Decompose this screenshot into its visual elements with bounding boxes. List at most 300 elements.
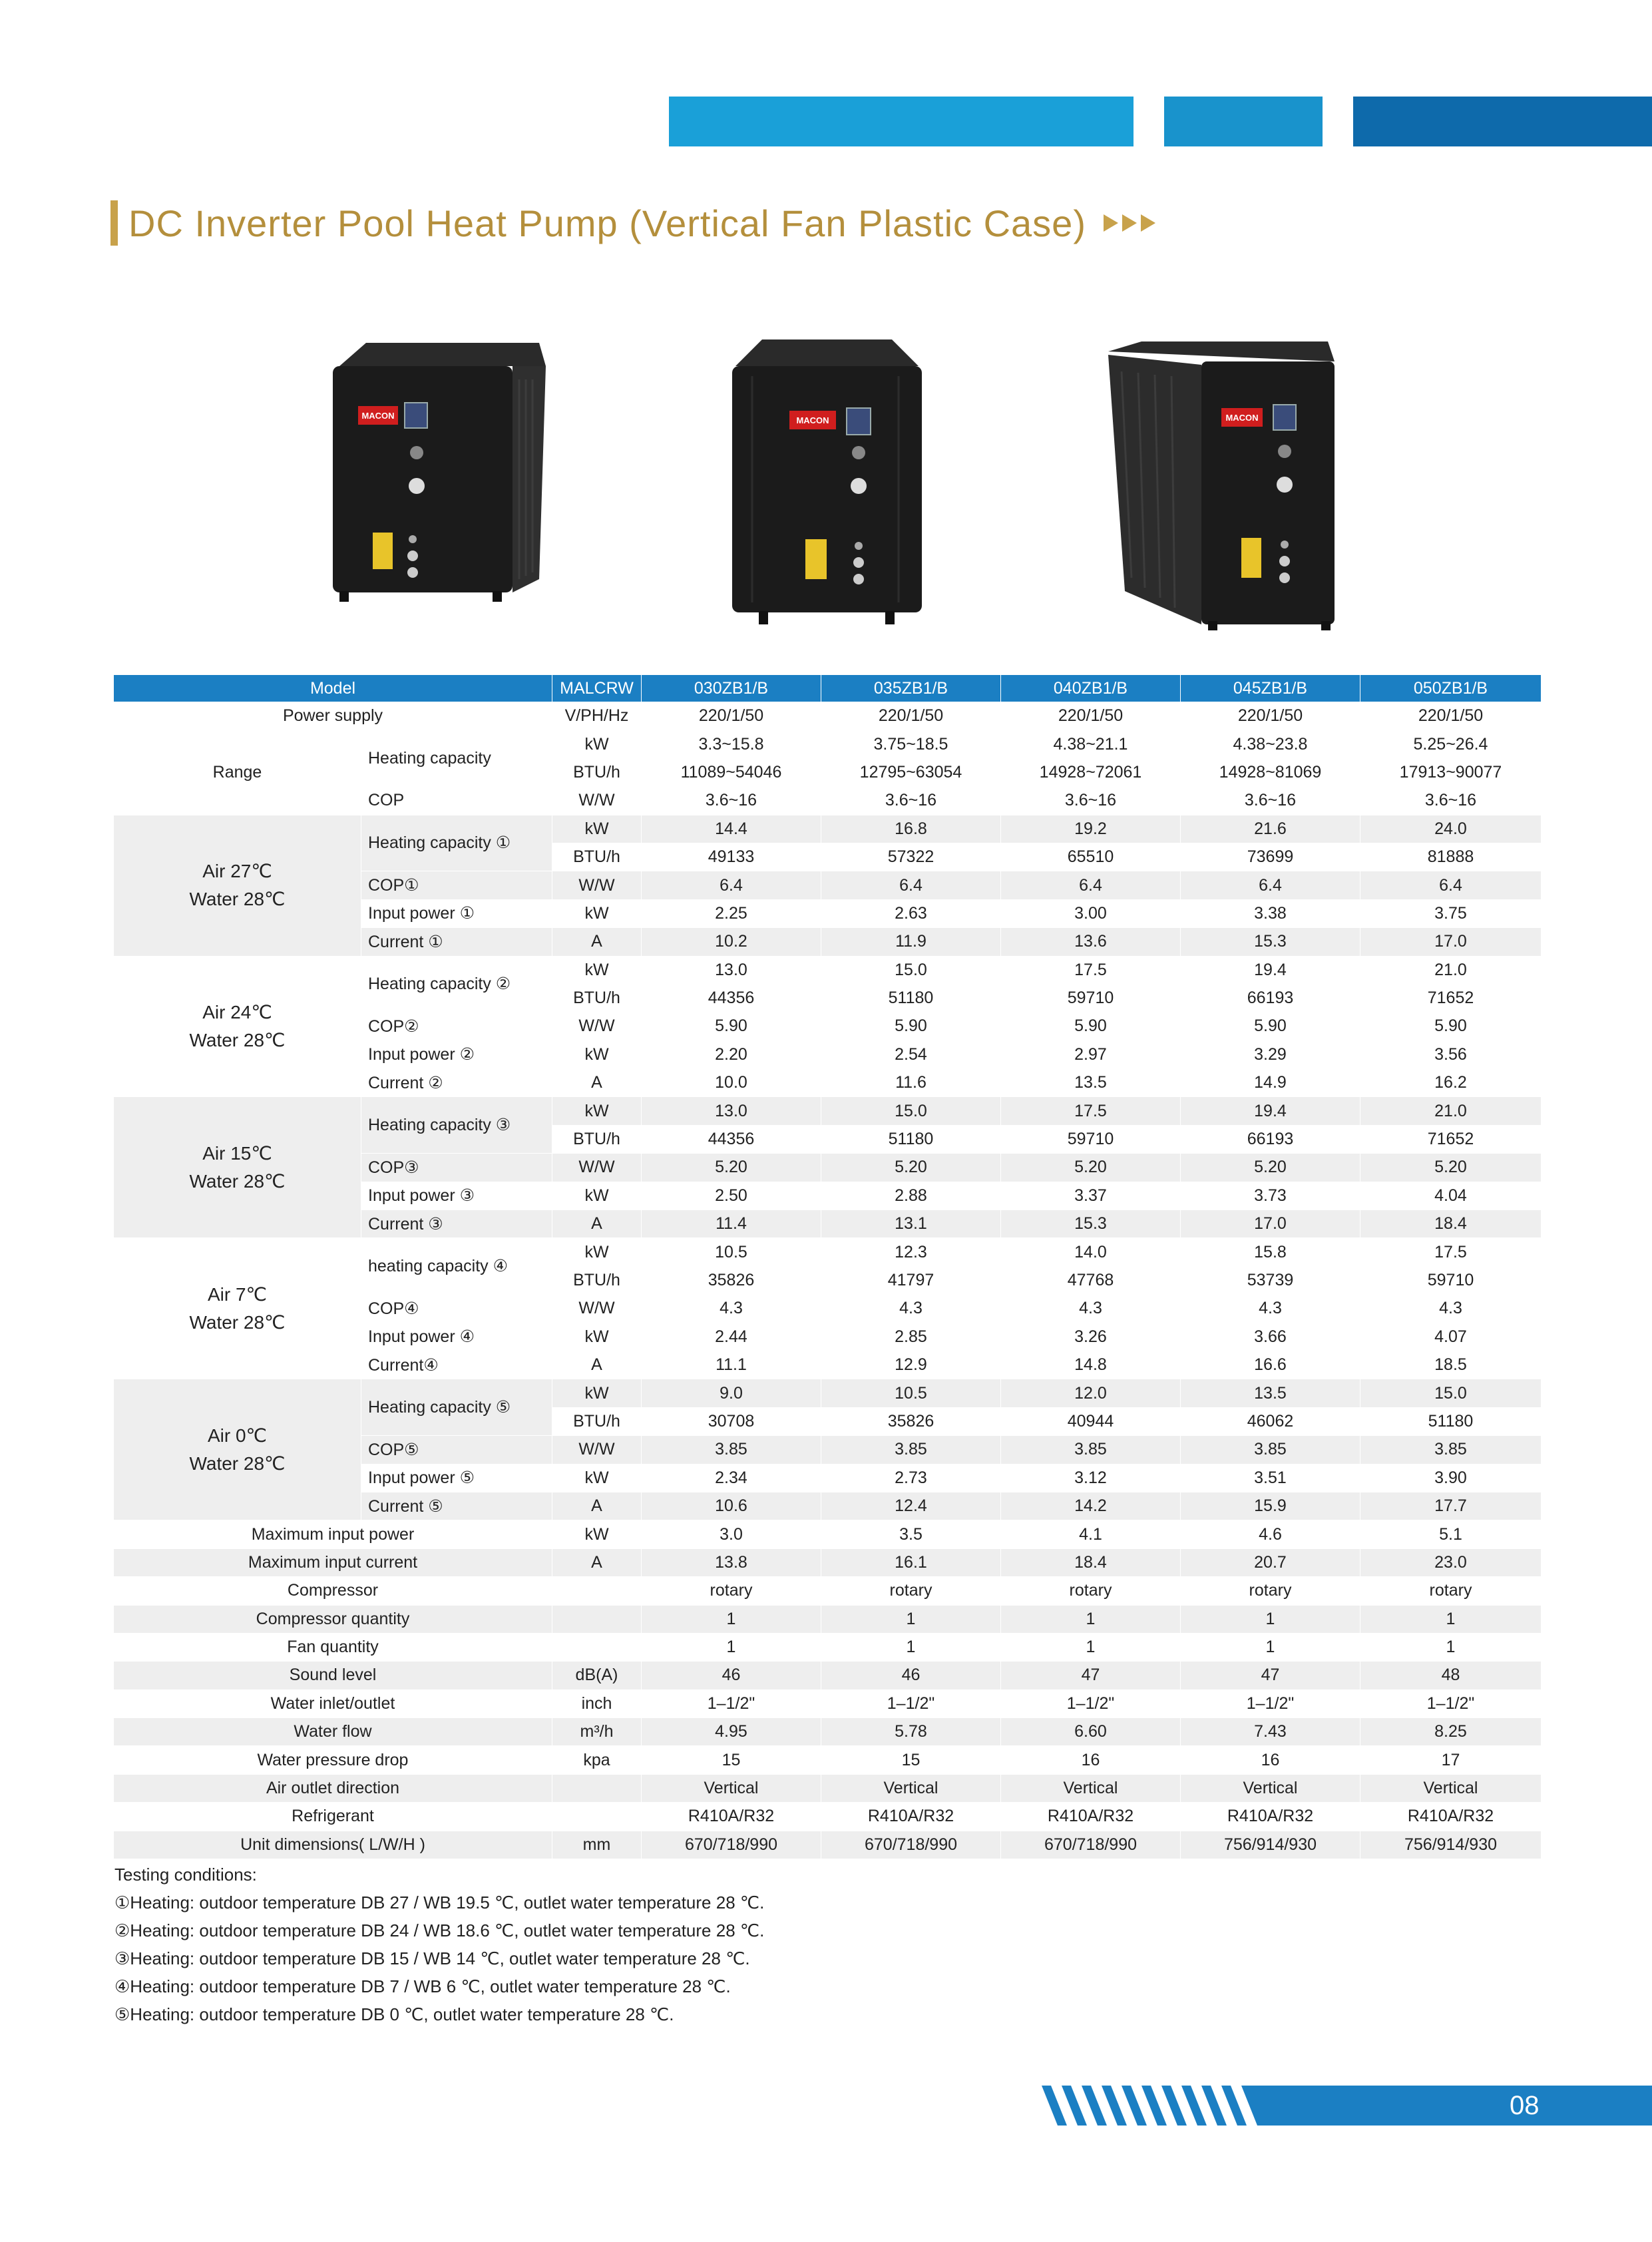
- row-label: Compressor: [114, 1577, 552, 1605]
- value-cell: Vertical: [1001, 1774, 1181, 1802]
- row-label: Water flow: [114, 1718, 552, 1746]
- unit-cell: [552, 1605, 642, 1633]
- brand-logo: MACON: [796, 415, 829, 425]
- value-cell: 3.6~16: [642, 787, 821, 815]
- value-cell: 35826: [821, 1407, 1001, 1435]
- value-cell: 1: [1360, 1605, 1542, 1633]
- value-cell: 220/1/50: [1181, 702, 1360, 730]
- unit-cell: kW: [552, 1464, 642, 1492]
- table-row: [114, 1774, 1542, 1802]
- value-cell: 3.5: [821, 1520, 1001, 1548]
- value-cell: 3.00: [1001, 899, 1181, 927]
- note-line-3: ③Heating: outdoor temperature DB 15 / WB 14 ℃, outlet water temperature 28 ℃.: [114, 1948, 750, 1968]
- range-label: Range: [114, 730, 361, 815]
- unit-cell: W/W: [552, 787, 642, 815]
- value-cell: 5.90: [642, 1012, 821, 1040]
- sub-label: Input power ③: [361, 1182, 552, 1210]
- value-cell: rotary: [1001, 1577, 1181, 1605]
- value-cell: 3.0: [642, 1520, 821, 1548]
- value-cell: 12.4: [821, 1492, 1001, 1520]
- value-cell: 15.9: [1181, 1492, 1360, 1520]
- value-cell: 5.25~26.4: [1360, 730, 1542, 758]
- condition-label: [114, 1379, 361, 1520]
- unit-cell: kW: [552, 1238, 642, 1266]
- value-cell: 2.50: [642, 1182, 821, 1210]
- value-cell: 4.6: [1181, 1520, 1360, 1548]
- row-label: Maximum input current: [114, 1548, 552, 1576]
- row-label: Water pressure drop: [114, 1746, 552, 1774]
- value-cell: 71652: [1360, 984, 1542, 1012]
- row-label: Air outlet direction: [114, 1774, 552, 1802]
- unit-cell: V/PH/Hz: [552, 702, 642, 730]
- value-cell: 12.3: [821, 1238, 1001, 1266]
- value-cell: 2.20: [642, 1040, 821, 1068]
- table-row: [114, 1718, 1542, 1746]
- value-cell: 19.4: [1181, 956, 1360, 984]
- value-cell: 46: [821, 1662, 1001, 1689]
- value-cell: 59710: [1001, 1125, 1181, 1153]
- value-cell: 1: [821, 1633, 1001, 1661]
- value-cell: 13.0: [642, 956, 821, 984]
- unit-cell: A: [552, 1548, 642, 1576]
- value-cell: R410A/R32: [1001, 1803, 1181, 1831]
- row-label: Refrigerant: [114, 1803, 552, 1831]
- value-cell: 13.8: [642, 1548, 821, 1576]
- value-cell: Vertical: [1360, 1774, 1542, 1802]
- value-cell: 53739: [1181, 1266, 1360, 1294]
- value-cell: 3.3~15.8: [642, 730, 821, 758]
- note-line-5: ⑤Heating: outdoor temperature DB 0 ℃, outlet water temperature 28 ℃.: [114, 2004, 674, 2024]
- value-cell: 30708: [642, 1407, 821, 1435]
- value-cell: 3.56: [1360, 1040, 1542, 1068]
- sub-label: Current ①: [361, 928, 552, 956]
- value-cell: 2.25: [642, 899, 821, 927]
- heat-pump-image-3: [1102, 338, 1341, 631]
- value-cell: 17.7: [1360, 1492, 1542, 1520]
- value-cell: 5.78: [821, 1718, 1001, 1746]
- table-row: [114, 1605, 1542, 1633]
- unit-cell: kW: [552, 815, 642, 843]
- value-cell: 3.85: [821, 1436, 1001, 1464]
- value-cell: 5.20: [1181, 1154, 1360, 1182]
- value-cell: 9.0: [642, 1379, 821, 1407]
- row-label: Unit dimensions( L/W/H ): [114, 1831, 552, 1859]
- value-cell: Vertical: [642, 1774, 821, 1802]
- value-cell: 17.0: [1360, 928, 1542, 956]
- value-cell: 14.4: [642, 815, 821, 843]
- unit-cell: [552, 1577, 642, 1605]
- table-row: [114, 956, 1542, 984]
- value-cell: 17.5: [1360, 1238, 1542, 1266]
- value-cell: 40944: [1001, 1407, 1181, 1435]
- value-cell: 4.3: [1360, 1295, 1542, 1323]
- header-model: 035ZB1/B: [821, 675, 1001, 702]
- header-model: 030ZB1/B: [642, 675, 821, 702]
- value-cell: 17: [1360, 1746, 1542, 1774]
- value-cell: 23.0: [1360, 1548, 1542, 1576]
- header-model: 045ZB1/B: [1181, 675, 1360, 702]
- value-cell: 65510: [1001, 843, 1181, 871]
- value-cell: 44356: [642, 984, 821, 1012]
- header-model: 040ZB1/B: [1001, 675, 1181, 702]
- value-cell: 3.75: [1360, 899, 1542, 927]
- value-cell: 10.6: [642, 1492, 821, 1520]
- unit-cell: A: [552, 1492, 642, 1520]
- unit-cell: kW: [552, 1379, 642, 1407]
- value-cell: 670/718/990: [642, 1831, 821, 1859]
- unit-cell: W/W: [552, 1295, 642, 1323]
- value-cell: 1–1/2": [1181, 1689, 1360, 1717]
- note-line-2: ②Heating: outdoor temperature DB 24 / WB 18.6 ℃, outlet water temperature 28 ℃.: [114, 1920, 765, 1940]
- value-cell: 51180: [821, 984, 1001, 1012]
- value-cell: 18.5: [1360, 1351, 1542, 1379]
- value-cell: 2.97: [1001, 1040, 1181, 1068]
- value-cell: 10.0: [642, 1069, 821, 1097]
- value-cell: 6.4: [1360, 871, 1542, 899]
- unit-cell: BTU/h: [552, 1407, 642, 1435]
- value-cell: 4.04: [1360, 1182, 1542, 1210]
- value-cell: 17.0: [1181, 1210, 1360, 1238]
- value-cell: 10.2: [642, 928, 821, 956]
- value-cell: 2.63: [821, 899, 1001, 927]
- title-marker: [110, 200, 118, 246]
- unit-cell: BTU/h: [552, 1125, 642, 1153]
- value-cell: 756/914/930: [1360, 1831, 1542, 1859]
- value-cell: 2.88: [821, 1182, 1001, 1210]
- table-row: [114, 1097, 1542, 1125]
- value-cell: 4.07: [1360, 1323, 1542, 1351]
- unit-cell: kpa: [552, 1746, 642, 1774]
- value-cell: 73699: [1181, 843, 1360, 871]
- value-cell: 220/1/50: [1360, 702, 1542, 730]
- value-cell: 16: [1001, 1746, 1181, 1774]
- sub-label: Heating capacity ⑤: [361, 1379, 552, 1436]
- value-cell: 21.6: [1181, 815, 1360, 843]
- table-row: [114, 1689, 1542, 1717]
- value-cell: rotary: [1181, 1577, 1360, 1605]
- row-label: Compressor quantity: [114, 1605, 552, 1633]
- value-cell: rotary: [1360, 1577, 1542, 1605]
- unit-cell: W/W: [552, 1436, 642, 1464]
- table-row: [114, 1577, 1542, 1605]
- value-cell: 220/1/50: [642, 702, 821, 730]
- value-cell: 2.73: [821, 1464, 1001, 1492]
- value-cell: 15.0: [821, 956, 1001, 984]
- unit-cell: inch: [552, 1689, 642, 1717]
- water-temp-label: Water 28℃: [189, 1311, 286, 1333]
- value-cell: 57322: [821, 843, 1001, 871]
- unit-cell: A: [552, 928, 642, 956]
- value-cell: 51180: [1360, 1407, 1542, 1435]
- unit-cell: m³/h: [552, 1718, 642, 1746]
- value-cell: 5.20: [1360, 1154, 1542, 1182]
- value-cell: rotary: [821, 1577, 1001, 1605]
- value-cell: 14.9: [1181, 1069, 1360, 1097]
- value-cell: R410A/R32: [642, 1803, 821, 1831]
- row-label: Maximum input power: [114, 1520, 552, 1548]
- value-cell: 15: [642, 1746, 821, 1774]
- value-cell: 1: [1001, 1605, 1181, 1633]
- value-cell: R410A/R32: [1181, 1803, 1360, 1831]
- value-cell: 20.7: [1181, 1548, 1360, 1576]
- footer-stripes: [1042, 2086, 1268, 2126]
- spec-table: [113, 674, 1542, 1859]
- air-temp-label: Air 24℃: [202, 1001, 272, 1022]
- unit-cell: kW: [552, 730, 642, 758]
- value-cell: 12.9: [821, 1351, 1001, 1379]
- value-cell: 46062: [1181, 1407, 1360, 1435]
- value-cell: 10.5: [642, 1238, 821, 1266]
- value-cell: 21.0: [1360, 956, 1542, 984]
- note-line-4: ④Heating: outdoor temperature DB 7 / WB 6 ℃, outlet water temperature 28 ℃.: [114, 1976, 731, 1996]
- value-cell: 13.1: [821, 1210, 1001, 1238]
- notes-heading: Testing conditions:: [114, 1865, 257, 1885]
- table-row: [114, 1746, 1542, 1774]
- value-cell: 17913~90077: [1360, 758, 1542, 786]
- unit-cell: kW: [552, 1097, 642, 1125]
- unit-cell: [552, 1774, 642, 1802]
- condition-label: [114, 815, 361, 956]
- row-label: Sound level: [114, 1662, 552, 1689]
- unit-cell: kW: [552, 1520, 642, 1548]
- value-cell: 49133: [642, 843, 821, 871]
- page-title-block: [110, 200, 1155, 246]
- value-cell: 15.3: [1181, 928, 1360, 956]
- value-cell: 3.73: [1181, 1182, 1360, 1210]
- unit-cell: BTU/h: [552, 843, 642, 871]
- testing-conditions: [114, 1861, 764, 2028]
- value-cell: 2.54: [821, 1040, 1001, 1068]
- value-cell: 3.51: [1181, 1464, 1360, 1492]
- value-cell: 59710: [1360, 1266, 1542, 1294]
- value-cell: 14.0: [1001, 1238, 1181, 1266]
- value-cell: 16: [1181, 1746, 1360, 1774]
- value-cell: 11.1: [642, 1351, 821, 1379]
- value-cell: 18.4: [1001, 1548, 1181, 1576]
- header-model-label: Model: [114, 675, 552, 702]
- value-cell: Vertical: [1181, 1774, 1360, 1802]
- value-cell: 17.5: [1001, 956, 1181, 984]
- value-cell: 3.75~18.5: [821, 730, 1001, 758]
- value-cell: 4.95: [642, 1718, 821, 1746]
- value-cell: 47: [1181, 1662, 1360, 1689]
- value-cell: 3.38: [1181, 899, 1360, 927]
- value-cell: 11089~54046: [642, 758, 821, 786]
- table-row: [114, 1831, 1542, 1859]
- value-cell: 220/1/50: [1001, 702, 1181, 730]
- value-cell: 3.26: [1001, 1323, 1181, 1351]
- value-cell: 5.1: [1360, 1520, 1542, 1548]
- value-cell: 670/718/990: [1001, 1831, 1181, 1859]
- value-cell: 1–1/2": [1360, 1689, 1542, 1717]
- value-cell: 3.85: [642, 1436, 821, 1464]
- sub-label: Input power ⑤: [361, 1464, 552, 1492]
- value-cell: 1: [1001, 1633, 1181, 1661]
- value-cell: 48: [1360, 1662, 1542, 1689]
- sub-label: COP②: [361, 1012, 552, 1040]
- value-cell: 11.6: [821, 1069, 1001, 1097]
- value-cell: 71652: [1360, 1125, 1542, 1153]
- value-cell: 19.4: [1181, 1097, 1360, 1125]
- value-cell: 15.0: [821, 1097, 1001, 1125]
- sub-label: Heating capacity: [361, 730, 552, 787]
- value-cell: 15.0: [1360, 1379, 1542, 1407]
- row-label: Power supply: [114, 702, 552, 730]
- air-temp-label: Air 7℃: [207, 1283, 268, 1305]
- value-cell: 5.90: [1360, 1012, 1542, 1040]
- sub-label: COP: [361, 787, 552, 815]
- value-cell: 14928~72061: [1001, 758, 1181, 786]
- value-cell: Vertical: [821, 1774, 1001, 1802]
- table-row: [114, 1379, 1542, 1407]
- sub-label: Current ⑤: [361, 1492, 552, 1520]
- sub-label: heating capacity ④: [361, 1238, 552, 1295]
- heat-pump-image-1: [319, 339, 559, 606]
- sub-label: Input power ②: [361, 1040, 552, 1068]
- unit-cell: mm: [552, 1831, 642, 1859]
- unit-cell: kW: [552, 899, 642, 927]
- value-cell: 16.1: [821, 1548, 1001, 1576]
- value-cell: 670/718/990: [821, 1831, 1001, 1859]
- unit-cell: kW: [552, 1040, 642, 1068]
- unit-cell: BTU/h: [552, 758, 642, 786]
- value-cell: 13.6: [1001, 928, 1181, 956]
- value-cell: 2.34: [642, 1464, 821, 1492]
- value-cell: 8.25: [1360, 1718, 1542, 1746]
- unit-cell: BTU/h: [552, 1266, 642, 1294]
- value-cell: 5.20: [1001, 1154, 1181, 1182]
- value-cell: 41797: [821, 1266, 1001, 1294]
- condition-label: [114, 956, 361, 1097]
- value-cell: 4.3: [642, 1295, 821, 1323]
- sub-label: Current ②: [361, 1069, 552, 1097]
- value-cell: 5.90: [821, 1012, 1001, 1040]
- brand-logo: MACON: [361, 411, 395, 421]
- value-cell: 2.85: [821, 1323, 1001, 1351]
- sub-label: COP⑤: [361, 1436, 552, 1464]
- value-cell: 4.3: [821, 1295, 1001, 1323]
- table-row: [114, 730, 1542, 758]
- table-row: [114, 1662, 1542, 1689]
- unit-cell: A: [552, 1210, 642, 1238]
- value-cell: 19.2: [1001, 815, 1181, 843]
- value-cell: 1: [1360, 1633, 1542, 1661]
- table-row: [114, 1520, 1542, 1548]
- header-bar-1: [669, 97, 1134, 146]
- value-cell: 5.20: [821, 1154, 1001, 1182]
- unit-cell: W/W: [552, 1012, 642, 1040]
- value-cell: 756/914/930: [1181, 1831, 1360, 1859]
- sub-label: COP④: [361, 1295, 552, 1323]
- value-cell: 1–1/2": [1001, 1689, 1181, 1717]
- sub-label: Input power ①: [361, 899, 552, 927]
- value-cell: 6.4: [1001, 871, 1181, 899]
- value-cell: 35826: [642, 1266, 821, 1294]
- value-cell: 2.44: [642, 1323, 821, 1351]
- unit-cell: A: [552, 1069, 642, 1097]
- value-cell: 46: [642, 1662, 821, 1689]
- sub-label: Current ③: [361, 1210, 552, 1238]
- unit-cell: kW: [552, 1182, 642, 1210]
- value-cell: 47768: [1001, 1266, 1181, 1294]
- water-temp-label: Water 28℃: [189, 1453, 286, 1474]
- value-cell: 4.3: [1001, 1295, 1181, 1323]
- value-cell: 13.5: [1001, 1069, 1181, 1097]
- value-cell: 3.6~16: [1360, 787, 1542, 815]
- table-row: [114, 815, 1542, 843]
- condition-label: [114, 1097, 361, 1238]
- value-cell: 1: [642, 1605, 821, 1633]
- condition-label: [114, 1238, 361, 1379]
- value-cell: 15.8: [1181, 1238, 1360, 1266]
- value-cell: 10.5: [821, 1379, 1001, 1407]
- value-cell: 3.85: [1181, 1436, 1360, 1464]
- value-cell: R410A/R32: [821, 1803, 1001, 1831]
- value-cell: 3.6~16: [1001, 787, 1181, 815]
- unit-cell: kW: [552, 956, 642, 984]
- table-row: [114, 1633, 1542, 1661]
- air-temp-label: Air 27℃: [202, 861, 272, 882]
- value-cell: 59710: [1001, 984, 1181, 1012]
- value-cell: 4.38~21.1: [1001, 730, 1181, 758]
- unit-cell: kW: [552, 1323, 642, 1351]
- heat-pump-image-2: [725, 336, 925, 629]
- unit-cell: A: [552, 1351, 642, 1379]
- value-cell: 3.6~16: [821, 787, 1001, 815]
- value-cell: 66193: [1181, 1125, 1360, 1153]
- value-cell: 1–1/2": [642, 1689, 821, 1717]
- value-cell: 21.0: [1360, 1097, 1542, 1125]
- value-cell: 4.3: [1181, 1295, 1360, 1323]
- sub-label: Heating capacity ①: [361, 815, 552, 871]
- value-cell: 11.4: [642, 1210, 821, 1238]
- unit-cell: [552, 1633, 642, 1661]
- page-title: DC Inverter Pool Heat Pump (Vertical Fan Plastic Case): [128, 202, 1086, 244]
- value-cell: 51180: [821, 1125, 1001, 1153]
- value-cell: 5.90: [1181, 1012, 1360, 1040]
- value-cell: 47: [1001, 1662, 1181, 1689]
- value-cell: 16.8: [821, 815, 1001, 843]
- footer-bar: [1265, 2086, 1652, 2126]
- value-cell: 3.85: [1001, 1436, 1181, 1464]
- air-temp-label: Air 15℃: [202, 1142, 272, 1164]
- value-cell: 1–1/2": [821, 1689, 1001, 1717]
- table-row: [114, 1238, 1542, 1266]
- unit-cell: [552, 1803, 642, 1831]
- sub-label: Current④: [361, 1351, 552, 1379]
- table-row: [114, 702, 1542, 730]
- header-bar-3: [1353, 97, 1652, 146]
- value-cell: 17.5: [1001, 1097, 1181, 1125]
- value-cell: 3.29: [1181, 1040, 1360, 1068]
- value-cell: 5.90: [1001, 1012, 1181, 1040]
- table-row: [114, 675, 1542, 702]
- note-line-1: ①Heating: outdoor temperature DB 27 / WB 19.5 ℃, outlet water temperature 28 ℃.: [114, 1893, 765, 1912]
- triple-arrow-icon: [1104, 214, 1155, 232]
- value-cell: 7.43: [1181, 1718, 1360, 1746]
- header-unit-label: MALCRW: [552, 675, 642, 702]
- page-number: 08: [1510, 2091, 1540, 2120]
- value-cell: 3.85: [1360, 1436, 1542, 1464]
- table-row: [114, 1548, 1542, 1576]
- water-temp-label: Water 28℃: [189, 1029, 286, 1050]
- value-cell: 220/1/50: [821, 702, 1001, 730]
- value-cell: 1: [1181, 1633, 1360, 1661]
- value-cell: 1: [821, 1605, 1001, 1633]
- value-cell: 12.0: [1001, 1379, 1181, 1407]
- water-temp-label: Water 28℃: [189, 889, 286, 910]
- value-cell: 11.9: [821, 928, 1001, 956]
